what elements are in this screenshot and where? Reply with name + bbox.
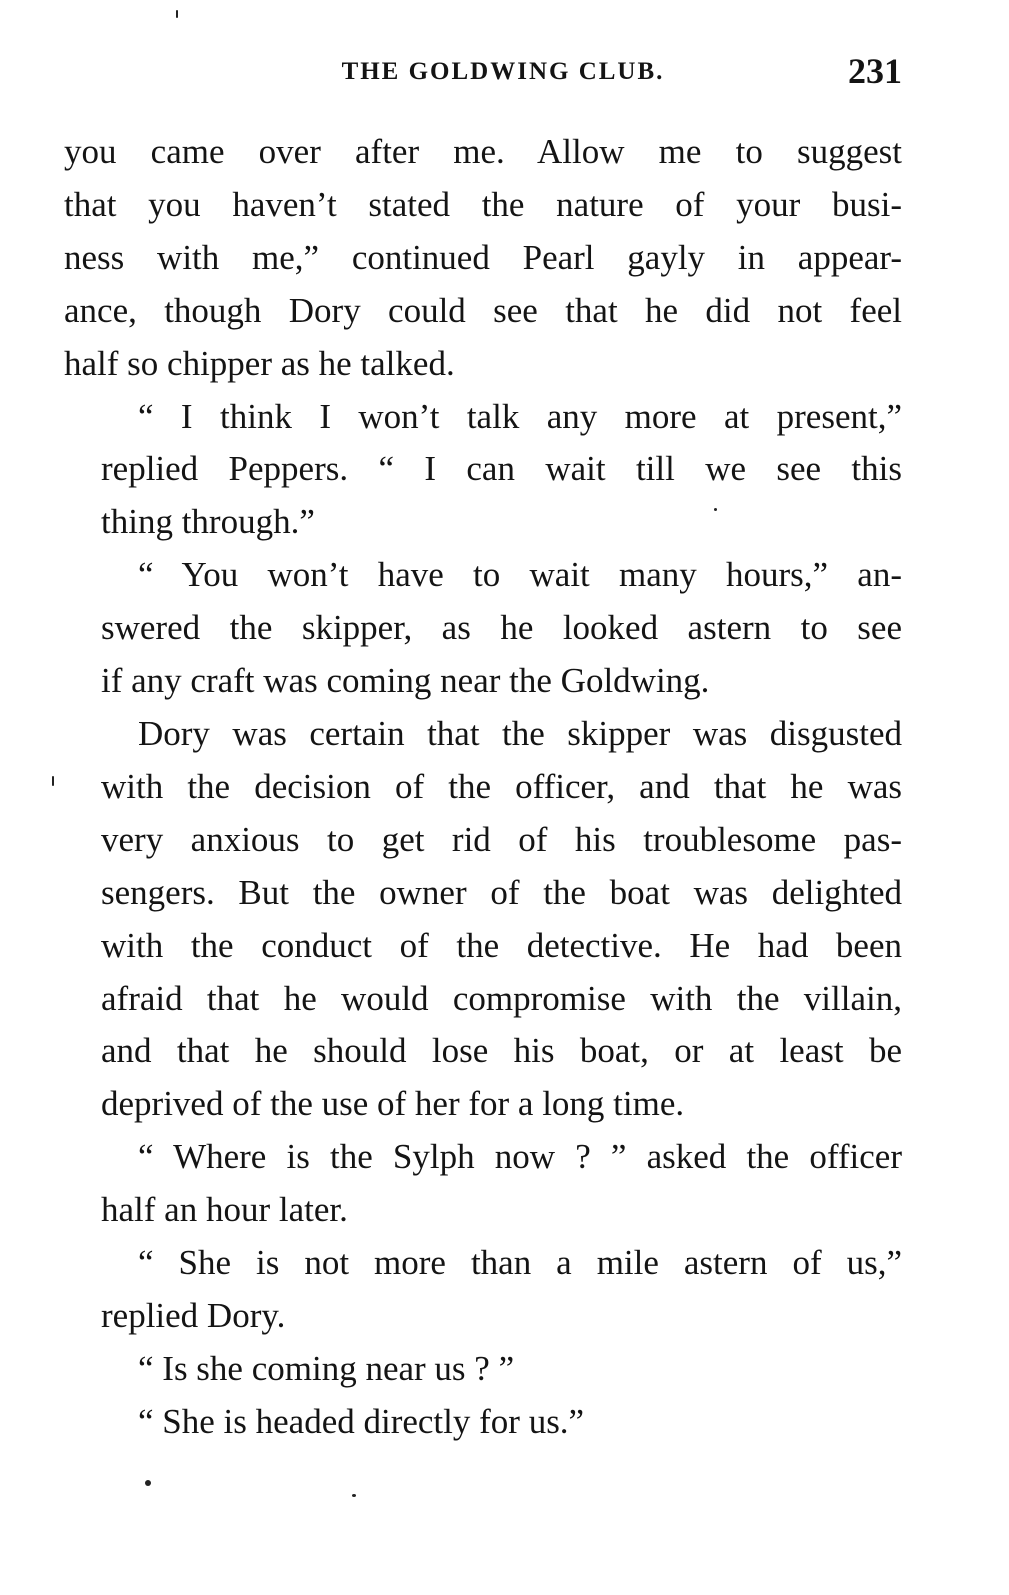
ink-speck xyxy=(176,10,178,18)
text-line: swered the skipper, as he looked astern to see xyxy=(101,608,902,648)
ink-speck xyxy=(52,776,54,786)
paragraph xyxy=(64,1396,902,1449)
text-line: very anxious to get rid of his troublesome pas- xyxy=(101,819,902,859)
paragraph xyxy=(64,1343,902,1396)
text-line: “ You won’t have to wait many hours,” an- xyxy=(138,555,902,595)
text-line: “ She is headed directly for us.” xyxy=(138,1401,585,1441)
text-line: “ Is she coming near us ? ” xyxy=(138,1348,515,1388)
page-header xyxy=(64,50,902,90)
ink-speck xyxy=(352,1494,356,1497)
text-line: “ She is not more than a mile astern of us,” xyxy=(138,1243,902,1283)
ink-speck xyxy=(714,508,717,511)
text-line: ance, though Dory could see that he did not feel xyxy=(64,290,902,330)
text-line: deprived of the use of her for a long time. xyxy=(101,1084,685,1124)
paragraph xyxy=(64,1237,902,1343)
paragraph xyxy=(64,708,902,1131)
text-line: if any craft was coming near the Goldwing. xyxy=(101,661,710,701)
ink-speck xyxy=(145,1480,151,1486)
paragraph xyxy=(64,1131,902,1237)
text-line: sengers. But the owner of the boat was delighted xyxy=(101,872,902,912)
text-line: “ I think I won’t talk any more at present,” xyxy=(138,396,902,436)
text-line: you came over after me. Allow me to suggest xyxy=(64,132,902,171)
text-line: with the conduct of the detective. He had been xyxy=(101,925,902,965)
text-line: “ Where is the Sylph now ? ” asked the officer xyxy=(138,1137,902,1177)
text-line: that you haven’t stated the nature of your busi- xyxy=(64,184,902,224)
page-number: 231 xyxy=(848,51,902,91)
text-line: half an hour later. xyxy=(101,1190,348,1230)
text-line: replied Peppers. “ I can wait till we see this xyxy=(101,449,902,489)
text-line: thing through.” xyxy=(101,502,315,542)
body-text xyxy=(64,126,902,1449)
running-head: THE GOLDWING CLUB. xyxy=(341,58,665,85)
text-line: half so chipper as he talked. xyxy=(64,343,455,383)
text-line: and that he should lose his boat, or at least be xyxy=(101,1031,902,1071)
text-line: with the decision of the officer, and that he was xyxy=(101,766,902,806)
paragraph xyxy=(64,549,902,708)
text-line: replied Dory. xyxy=(101,1295,286,1335)
text-line: Dory was certain that the skipper was disgusted xyxy=(138,713,902,753)
text-line: ness with me,” continued Pearl gayly in appear- xyxy=(64,237,902,277)
paragraph xyxy=(64,391,902,550)
paragraph xyxy=(64,126,902,391)
text-line: afraid that he would compromise with the villain, xyxy=(101,978,902,1018)
